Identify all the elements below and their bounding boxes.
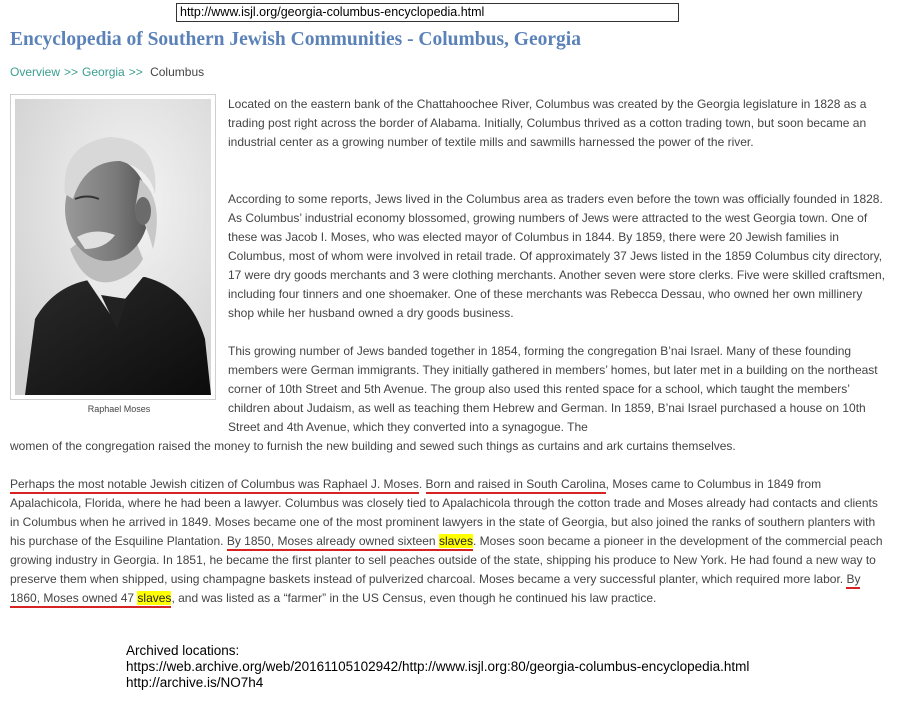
highlighted-word: slaves	[438, 534, 473, 548]
portrait-photo	[10, 94, 216, 400]
breadcrumb-georgia-link[interactable]: Georgia	[82, 65, 125, 79]
archive-block	[126, 643, 749, 691]
paragraph-2: According to some reports, Jews lived in the Columbus area as traders even before the town was officially founded in 1828. As Columbus’ industrial economy blossomed, growing numbers of Jews were attracted to the west Georgia town. One of these was Jacob I. Moses, who was elected mayor of Columbus in 1844. By 1859, there were 20 Jewish families in Columbus, most of whom were involved in retail trade. Of approximately 37 Jews listed in the 1859 Columbus city directory, 17 were dry goods merchants and 3 were clothing merchants. Another seven were store clerks. Five were skilled craftsmen, including four tinners and one shoemaker. One of these merchants was Rebecca Dessau, who owned her own millinery shop while her husband owned a dry goods business.	[228, 192, 885, 320]
text-run: , Moses came to Columbus in 1849 from Apalachicola, Florida, where he had been a lawyer. Columbus was closely tied to Apalachicola through the cotton trade and Moses already had contacts and clients in Columbus when he arrived in 1849. Moses became one of the most prominent lawyers in the state of Georgia, but also joined the ranks of southern planters with his purchase of the Esquiline Plantation.	[10, 477, 878, 548]
page-title: Encyclopedia of Southern Jewish Communities - Columbus, Georgia	[10, 29, 581, 50]
text-run: , and was listed as a “farmer” in the US Census, even though he continued his law practice.	[171, 591, 657, 605]
portrait-image	[15, 99, 211, 395]
breadcrumb-current: Columbus	[150, 65, 205, 79]
breadcrumb	[10, 65, 204, 79]
text-run: .	[418, 477, 426, 491]
underlined-sentence: Born and raised in South Carolina	[426, 477, 606, 494]
breadcrumb-overview-link[interactable]: Overview	[10, 65, 61, 79]
paragraph-3: This growing number of Jews banded together in 1854, forming the congregation B’nai Israel. Many of these founding members were German immigrants. They initially gathered in members’ homes, but later met in a building on the northeast corner of 10th Street and 5th Avenue. The group also used this rented space for a school, which taught the members’ children about Judaism, as well as teaching them Hebrew and German. In 1859, B’nai Israel purchased a house on 10th Street and 4th Avenue, which they converted into a synagogue. The	[228, 344, 878, 434]
breadcrumb-separator: >>	[64, 65, 79, 79]
paragraph-4	[10, 475, 890, 608]
highlighted-word: slaves	[137, 591, 172, 605]
text-run: By 1860, Moses owned 47	[10, 572, 861, 605]
underlined-sentence	[227, 534, 473, 551]
text-run: . Moses soon became a pioneer in the development of the commercial peach growing industry in Georgia. In 1851, he became the first planter to sell peaches outside of the state, shipping his produce to New York. He had found a new way to preserve them when shipped, using champagne baskets instead of pulverized charcoal. Moses became a very successful planter, which required more labor.	[10, 534, 883, 586]
archive-link-wayback[interactable]: https://web.archive.org/web/20161105102942/http://www.isjl.org:80/georgia-columbus-encyclopedia.html	[126, 659, 750, 674]
breadcrumb-separator: >>	[128, 65, 143, 79]
paragraph-3-continued: women of the congregation raised the money to furnish the new building and sewed such things as curtains and ark curtains themselves.	[10, 439, 736, 453]
text-run: By 1850, Moses already owned sixteen	[226, 534, 439, 548]
underlined-sentence: Perhaps the most notable Jewish citizen of Columbus was Raphael J. Moses	[10, 477, 419, 494]
archive-link-archive-is[interactable]: http://archive.is/NO7h4	[126, 675, 264, 690]
archive-heading: Archived locations:	[126, 643, 240, 658]
url-bar[interactable]: http://www.isjl.org/georgia-columbus-encyclopedia.html	[176, 3, 679, 22]
photo-caption: Raphael Moses	[87, 404, 151, 414]
paragraph-1: Located on the eastern bank of the Chattahoochee River, Columbus was created by the Georgia legislature in 1828 as a trading post right across the border of Alabama. Initially, Columbus thrived as a cotton trading town, but soon became an industrial center as a growing number of textile mills and sawmills harnessed the power of the river.	[228, 97, 867, 149]
